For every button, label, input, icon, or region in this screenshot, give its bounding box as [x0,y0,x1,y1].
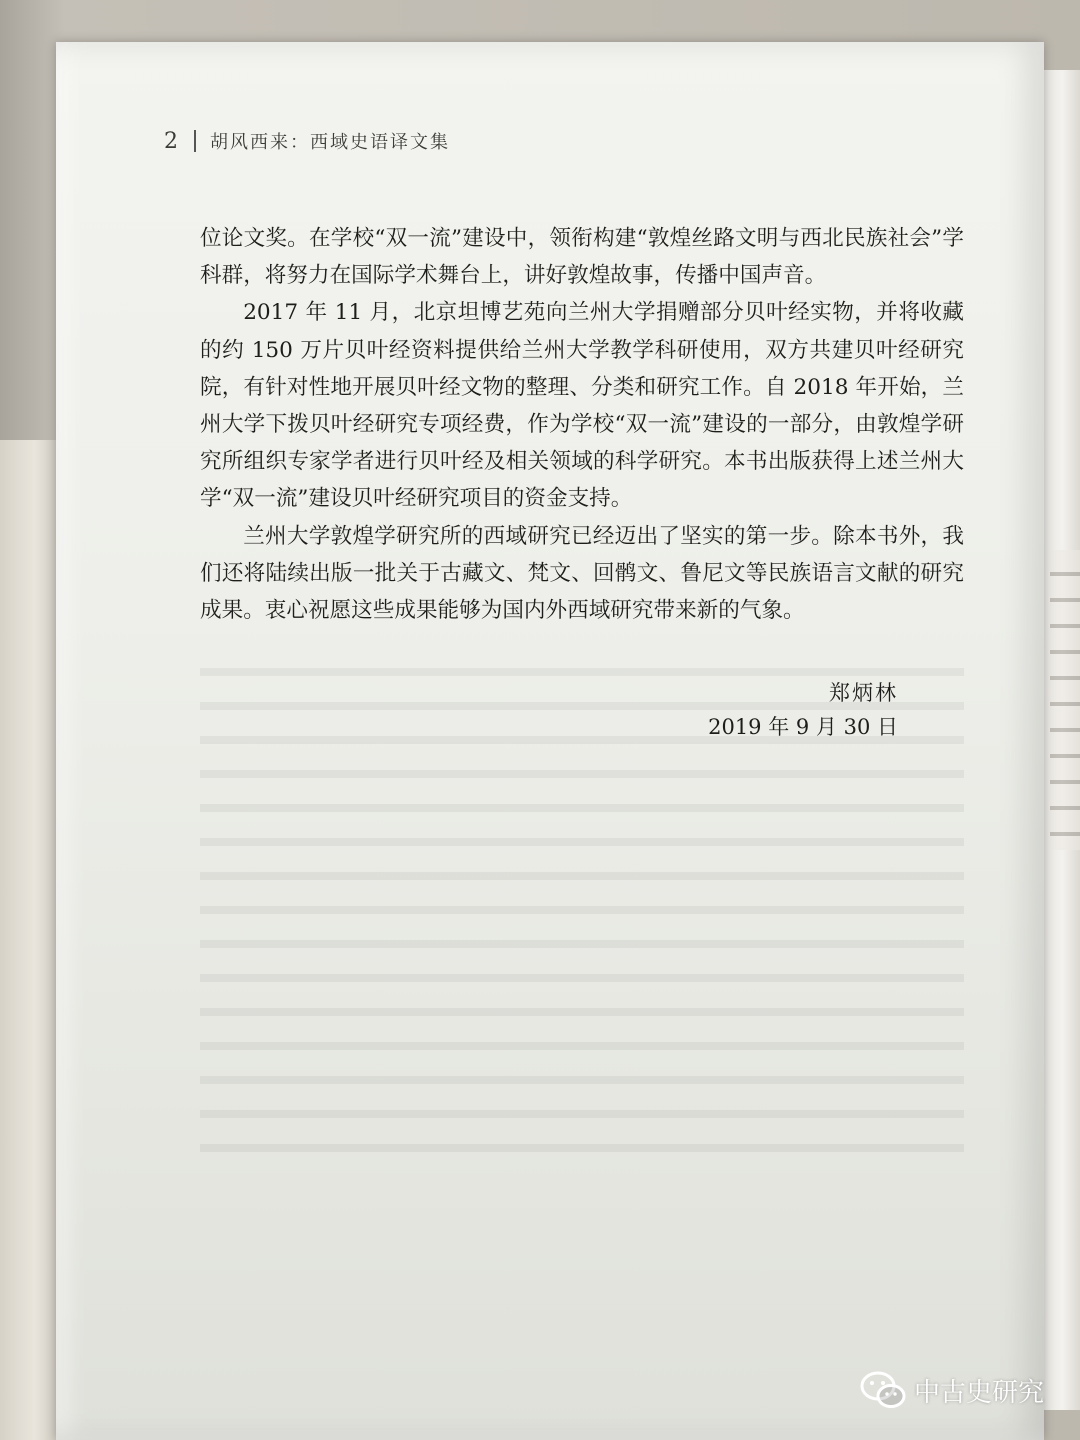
running-header [164,128,450,154]
paragraph: 2017 年 11 月，北京坦博艺苑向兰州大学捐赠部分贝叶经实物，并将收藏的约 150 万片贝叶经资料提供给兰州大学教学科研使用，双方共建贝叶经研究院，有针对性地开展贝叶经文物的整理、分类和研究工作。自 2018 年开始，兰州大学下拨贝叶经研究专项经费，作为学校“双一流”建设的一部分，由敦煌学研究所组织专家学者进行贝叶经及相关领域的科学研究。本书出版获得上述兰州大学“双一流”建设贝叶经研究项目的资金支持。 [200,300,964,512]
adjacent-book-page-lines [1050,550,1080,850]
page-number: 2 [164,128,178,154]
wechat-icon [860,1370,906,1410]
book-title: 胡风西来：西域史语译文集 [210,132,450,153]
author-name: 郑炳林 [829,681,898,705]
signature-date: 2019 年 9 月 30 日 [708,715,898,739]
watermark-text: 中古史研究 [913,1377,1044,1408]
watermark [860,1370,1044,1410]
signature-block [708,676,898,744]
paragraph-continued: 位论文奖。在学校“双一流”建设中，领衔构建“敦煌丝路文明与西北民族社会”学科群，将努力在国际学术舞台上，讲好敦煌故事，传播中国声音。 [200,226,964,289]
header-divider [194,130,196,152]
book-page [56,42,1044,1440]
paragraph: 兰州大学敦煌学研究所的西域研究已经迈出了坚实的第一步。除本书外，我们还将陆续出版一批关于古藏文、梵文、回鹘文、鲁尼文等民族语言文献的研究成果。衷心祝愿这些成果能够为国内外西域研究带来新的气象。 [200,523,964,624]
body-text [200,220,964,629]
adjacent-book-left [0,440,58,1440]
